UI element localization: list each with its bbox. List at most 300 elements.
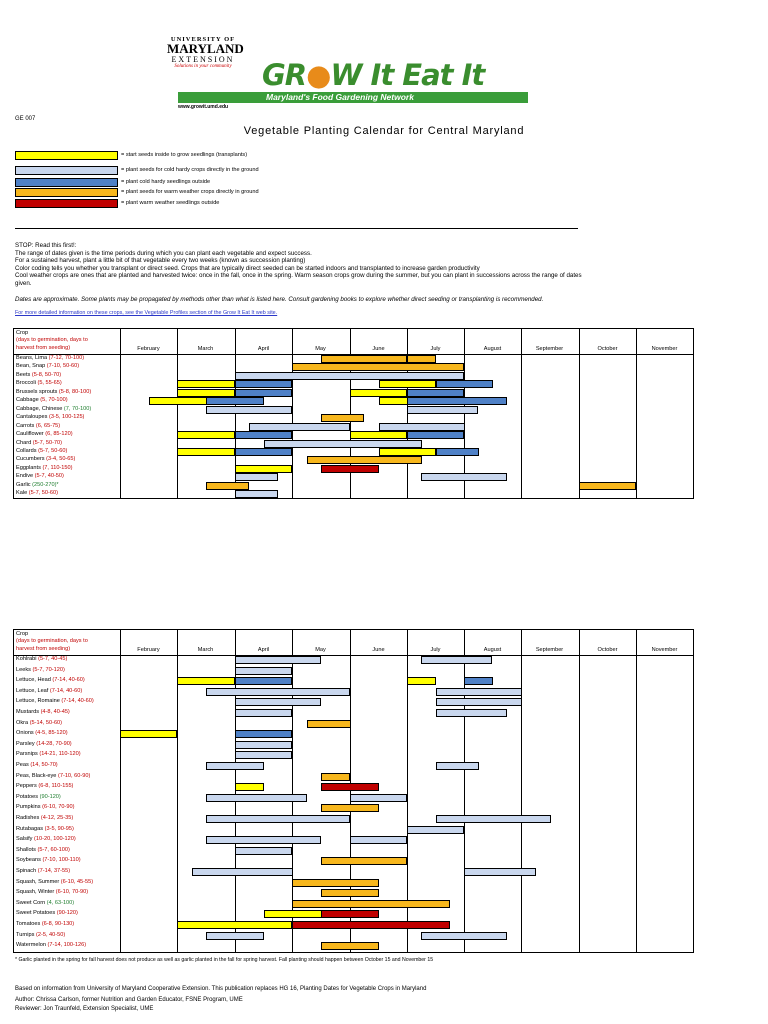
crop-days: (7-14, 40-60)	[52, 677, 85, 684]
crop-label	[16, 656, 67, 662]
crop-label	[16, 815, 73, 821]
planting-bar-orange	[292, 879, 379, 887]
crop-days: (5, 70-100)	[40, 397, 68, 404]
table-bottom-border	[13, 952, 694, 953]
crop-days: (250-270)*	[32, 481, 59, 488]
approx-note: Dates are approximate. Some plants may be propagated by methods other than what is listed here. Consult gardening books to explore whether direct seeding or transplanting is recommended.	[15, 296, 544, 303]
info-line-5: given.	[15, 280, 32, 287]
month-header-november: November	[651, 647, 678, 653]
planting-bar-orange	[292, 900, 450, 908]
planting-bar-light	[235, 490, 278, 498]
crop-name: Parsley	[16, 740, 37, 747]
crop-label	[16, 677, 85, 683]
planting-bar-light	[436, 762, 479, 770]
planting-bar-orange	[206, 482, 249, 490]
crop-label	[16, 389, 91, 395]
umd-extension-logo	[167, 36, 244, 69]
planting-bar-light	[436, 815, 551, 823]
planting-bar-blue	[464, 677, 493, 685]
crop-header-label: Crop	[16, 631, 29, 637]
crop-days: (4-12, 25-35)	[40, 815, 74, 821]
planting-bar-light	[235, 656, 321, 664]
month-divider	[636, 328, 637, 499]
planting-bar-yellow	[177, 677, 235, 685]
planting-bar-blue	[235, 730, 292, 738]
days-header-line2: harvest from seeding)	[16, 344, 71, 351]
crop-name: Chard	[16, 439, 33, 446]
planting-bar-orange	[321, 414, 364, 422]
crop-days: (7-12, 70-100)	[48, 355, 85, 361]
planting-bar-light	[206, 836, 321, 844]
planting-bar-yellow	[177, 921, 292, 929]
stop-heading: STOP: Read this first!:	[15, 242, 77, 249]
author-line: Author: Chrissa Carlson, former Nutrition and Garden Educator, FSNE Program, UME	[15, 997, 243, 1003]
crop-days: (7-14, 40-60)	[49, 687, 83, 694]
crop-label	[16, 440, 62, 446]
crop-label	[16, 688, 82, 694]
planting-bar-light	[206, 762, 264, 770]
grow-logo-part-a: GR	[262, 58, 307, 92]
crop-label	[16, 942, 86, 948]
month-header-june: June	[372, 647, 385, 653]
grow-logo-part-b: W It Eat It	[330, 58, 485, 92]
crop-days: (4, 63-100)	[46, 899, 75, 906]
crop-days: (14-21, 110-120)	[39, 751, 81, 758]
crop-name: Salsify	[16, 836, 35, 843]
month-header-september: September	[535, 346, 564, 352]
crop-label	[16, 826, 74, 832]
umd-logo-line2: MARYLAND	[167, 41, 244, 56]
crop-days: (3-5, 90-95)	[44, 825, 74, 832]
planting-bar-blue	[436, 448, 479, 456]
crop-days: (6-8, 110-155)	[38, 783, 74, 790]
planting-bar-blue	[235, 389, 292, 397]
planting-bar-yellow	[235, 465, 292, 473]
planting-bar-light	[436, 688, 522, 696]
planting-bar-light	[421, 473, 507, 481]
divider	[15, 228, 578, 229]
crop-label	[16, 397, 68, 403]
crop-label	[16, 879, 93, 885]
month-header-july: July	[430, 647, 441, 653]
month-divider	[693, 328, 694, 499]
crop-days: (90-120)	[39, 793, 61, 800]
crop-days: (7-14, 37-55)	[37, 868, 71, 874]
crop-days: (6-8, 90-130)	[41, 921, 75, 927]
planting-bar-light	[464, 868, 536, 876]
crop-column-header	[16, 631, 88, 653]
planting-bar-light	[235, 473, 278, 481]
crop-days: (6, 65-75)	[35, 422, 61, 429]
crop-label	[16, 709, 70, 715]
month-header-august: August	[483, 647, 502, 653]
crop-name: Cabbage	[16, 397, 41, 404]
planting-bar-light	[235, 847, 292, 855]
crop-name: Radishes	[16, 815, 41, 821]
month-header-march: March	[197, 647, 214, 653]
planting-bar-yellow	[149, 397, 207, 405]
grow-logo-o-icon: ●	[306, 58, 331, 92]
crop-name: Parsnips	[16, 751, 40, 758]
crop-label	[16, 698, 94, 704]
info-line-1: The range of dates given is the time periods during which you can plant each vegetable and expect success.	[15, 250, 312, 257]
planting-bar-orange	[579, 482, 636, 490]
planting-bar-blue	[436, 380, 493, 388]
crop-days: (4-5, 85-120)	[35, 730, 68, 737]
crop-label	[16, 423, 60, 429]
planting-bar-red	[292, 921, 450, 929]
month-header-july: July	[430, 346, 441, 352]
crop-name: Garlic	[16, 481, 33, 488]
crop-label	[16, 431, 73, 437]
planting-bar-light	[235, 709, 292, 717]
days-header-line2: harvest from seeding)	[16, 645, 71, 652]
planting-bar-yellow	[350, 431, 407, 439]
planting-bar-light	[407, 826, 464, 834]
planting-bar-blue	[407, 397, 507, 405]
crop-name: Peas	[16, 762, 31, 768]
crop-name: Lettuce, Romaine	[16, 698, 62, 705]
planting-bar-light	[421, 656, 492, 664]
crop-days: (5-8, 80-100)	[58, 388, 92, 395]
crop-name: Kale	[16, 490, 29, 497]
crop-name: Cabbage, Chinese	[16, 405, 64, 412]
crop-days: (14-28, 70-90)	[36, 740, 72, 747]
legend-swatch	[15, 178, 118, 187]
crop-name: Lettuce, Leaf	[16, 687, 50, 694]
crop-label	[16, 773, 90, 779]
crop-name: Rutabagas	[16, 825, 45, 832]
umd-logo-line1: UNIVERSITY OF	[170, 36, 236, 43]
crop-days: (6-10, 45-55)	[60, 878, 94, 885]
planting-bar-red	[321, 910, 379, 918]
crop-days: (4-8, 40-45)	[40, 709, 70, 715]
planting-bar-red	[321, 465, 379, 473]
crop-header-label: Crop	[16, 330, 29, 336]
crop-name: Shallots	[16, 846, 38, 853]
crop-name: Onions	[16, 730, 36, 737]
planting-bar-orange	[307, 456, 422, 464]
crop-days: (5-7, 50-60)	[38, 447, 68, 454]
crop-days: (7-14, 40-60)	[61, 698, 94, 705]
crop-days: (6-10, 70-90)	[42, 804, 75, 811]
planting-bar-yellow	[235, 783, 264, 791]
crop-name: Beets	[16, 371, 32, 378]
month-divider	[292, 328, 293, 499]
crop-label	[16, 794, 61, 800]
crop-label	[16, 456, 75, 462]
month-divider	[579, 328, 580, 499]
legend-text: = plant cold hardy seedlings outside	[121, 179, 211, 185]
crop-name: Cauliflower	[16, 431, 46, 438]
planting-bar-blue	[407, 431, 464, 439]
crop-label	[16, 889, 88, 895]
crop-label	[16, 490, 58, 496]
crop-days: (5-14, 50-60)	[29, 719, 63, 726]
crop-name: Bean, Snap	[16, 363, 47, 370]
month-divider	[120, 629, 121, 953]
crop-label	[16, 720, 62, 726]
planting-bar-light	[379, 423, 465, 431]
month-divider	[521, 629, 522, 953]
crop-days: (5-7, 40-50)	[34, 473, 64, 480]
planting-bar-light	[436, 709, 507, 717]
planting-bar-light	[350, 794, 407, 802]
crop-name: Leeks	[16, 666, 33, 673]
planting-bar-yellow	[177, 389, 235, 397]
legend-swatch	[15, 151, 118, 160]
crop-label	[16, 355, 84, 361]
crop-days: (7-10, 100-110)	[42, 857, 81, 864]
info-line-3: Color coding tells you whether you transplant or direct seed. Crops that are typically direct seeded can be started indoors and transplanted to increase garden productivity	[15, 265, 480, 272]
crop-days: (7-10, 60-90)	[57, 772, 91, 779]
month-divider	[579, 629, 580, 953]
crop-name: Collards	[16, 447, 39, 454]
crop-label	[16, 762, 58, 768]
crop-label	[16, 847, 70, 853]
crop-days: (90-120)	[56, 910, 78, 917]
planting-bar-light	[206, 815, 350, 823]
planting-bar-light	[206, 794, 307, 802]
info-line-4: Cool weather crops are ones that are planted and harvested twice: once in the fall, once in the spring. Warm season crops grow during the summer, but you can plant in successions across the range of dates	[15, 272, 582, 279]
crop-days: (5-8, 50-70)	[31, 371, 62, 378]
planting-bar-orange	[321, 857, 407, 865]
grow-url: www.growit.umd.edu	[178, 104, 229, 110]
crop-name: Potatoes	[16, 793, 40, 800]
crop-name: Sweet Corn	[16, 899, 47, 906]
month-header-june: June	[372, 346, 385, 352]
planting-bar-blue	[235, 431, 292, 439]
crop-label	[16, 783, 73, 789]
crop-label	[16, 363, 79, 369]
month-divider	[120, 328, 121, 499]
crop-days: (10-20, 100-120)	[34, 836, 76, 843]
crop-name: Beans, Lima	[16, 355, 49, 361]
planting-bar-orange	[321, 942, 379, 950]
crop-label	[16, 406, 91, 412]
planting-bar-blue	[235, 380, 292, 388]
planting-bar-yellow	[264, 910, 322, 918]
planting-bar-light	[235, 372, 464, 380]
crop-name: Turnips	[16, 931, 36, 938]
planting-bar-yellow	[120, 730, 177, 738]
table-left-border	[13, 328, 14, 498]
planting-bar-orange	[321, 804, 379, 812]
crop-label	[16, 667, 65, 673]
planting-bar-blue	[235, 677, 292, 685]
legend-swatch	[15, 199, 118, 208]
crop-label	[16, 836, 76, 842]
grow-it-eat-it-logo	[262, 60, 484, 90]
crop-days: (7, 110-150)	[42, 464, 73, 471]
crop-name: Okra	[16, 719, 30, 726]
umd-logo-line3: EXTENSION	[171, 55, 235, 64]
month-header-march: March	[197, 346, 214, 352]
planting-bar-yellow	[350, 389, 407, 397]
crop-days: (5-7, 70-120)	[32, 666, 65, 673]
crop-name: Eggplants	[16, 464, 43, 471]
table-left-border	[13, 629, 14, 952]
planting-bar-light	[235, 741, 292, 749]
crop-name: Mustards	[16, 709, 41, 715]
crop-label	[16, 465, 73, 471]
planting-bar-light	[436, 698, 522, 706]
crop-name: Soybeans	[16, 857, 43, 864]
planting-bar-yellow	[177, 431, 235, 439]
month-header-february: February	[137, 647, 160, 653]
vegetable-profiles-link[interactable]: For more detailed information on these crops, see the Vegetable Profiles section of the Grow It Eat It web site.	[15, 310, 278, 316]
days-header-line1: (days to germination, days to	[16, 638, 88, 645]
planting-bar-light	[249, 423, 350, 431]
planting-bar-blue	[407, 389, 464, 397]
month-header-april: April	[257, 346, 270, 352]
crop-name: Peppers	[16, 783, 39, 790]
planting-bar-yellow	[379, 448, 436, 456]
crop-days: (5-7, 50-70)	[32, 439, 63, 446]
crop-days: (5, 55-65)	[37, 380, 62, 387]
planting-bar-orange	[292, 363, 464, 371]
crop-name: Sweet Potatoes	[16, 910, 57, 917]
crop-name: Lettuce, Head	[16, 677, 53, 684]
legend-text: = start seeds inside to grow seedlings (transplants)	[121, 152, 248, 158]
garlic-footnote: * Garlic planted in the spring for fall harvest does not produce as well as garlic planted in the fall for spring harvest. Fall planting should happen between October 15 and November 15	[15, 957, 434, 963]
month-header-november: November	[651, 346, 678, 352]
planting-bar-blue	[235, 448, 292, 456]
crop-days: (14, 50-70)	[30, 762, 58, 768]
crop-days: (6-10, 70-90)	[55, 889, 89, 896]
crop-label	[16, 921, 74, 927]
crop-label	[16, 857, 81, 863]
umd-logo-tagline: Solutions in your community	[174, 64, 232, 69]
crop-label	[16, 414, 84, 420]
month-header-may: May	[315, 346, 326, 352]
planting-bar-yellow	[379, 397, 408, 405]
based-on-note: Based on information from University of Maryland Cooperative Extension. This publication replaces HG 16, Planting Dates for Vegetable Crops in Maryland	[15, 986, 427, 992]
crop-days: (7, 70-100)	[63, 405, 92, 412]
planting-bar-light	[206, 406, 292, 414]
info-line-2: For a sustained harvest, plant a little bit of that vegetable every two weeks (known as succession planting)	[15, 257, 306, 264]
crop-name: Squash, Summer	[16, 878, 61, 885]
crop-label	[16, 473, 64, 479]
crop-label	[16, 868, 70, 874]
days-header-line1: (days to germination, days to	[16, 337, 88, 344]
month-header-october: October	[597, 346, 618, 352]
crop-label	[16, 372, 61, 378]
legend-text: = plant seeds for warm weather crops directly in ground	[121, 189, 259, 195]
table-top-border	[13, 629, 694, 630]
crop-label	[16, 741, 72, 747]
crop-days: (7-14, 100-126)	[47, 942, 87, 949]
month-divider	[521, 328, 522, 499]
legend-text: = plant warm weather seedlings outside	[121, 200, 220, 206]
month-divider	[177, 328, 178, 499]
planting-bar-blue	[206, 397, 264, 405]
crop-label	[16, 448, 67, 454]
planting-bar-yellow	[177, 448, 235, 456]
planting-bar-orange	[321, 773, 350, 781]
crop-days: (5-7, 40-45)	[38, 656, 68, 662]
grow-logo-subtitle: Maryland's Food Gardening Network	[266, 92, 414, 102]
month-header-september: September	[535, 647, 564, 653]
planting-bar-orange	[307, 720, 351, 728]
crop-days: (5-7, 60-100)	[37, 846, 70, 853]
planting-bar-light	[206, 688, 350, 696]
crop-name: Peas, Black-eye	[16, 772, 58, 779]
crop-days: (3-4, 50-65)	[46, 456, 76, 463]
legend-swatch	[15, 188, 118, 197]
crop-name: Kohlrabi	[16, 656, 39, 662]
document-number: GE 007	[15, 116, 36, 122]
month-divider	[693, 629, 694, 953]
month-divider	[636, 629, 637, 953]
crop-days: (6, 85-120)	[45, 431, 73, 438]
crop-days: (3-5, 100-125)	[48, 414, 85, 421]
crop-days: (7-10, 50-60)	[46, 363, 80, 370]
crop-days: (5-7, 50-60)	[28, 490, 58, 497]
month-header-february: February	[137, 346, 160, 352]
crop-label	[16, 804, 74, 810]
crop-label	[16, 932, 65, 938]
legend-swatch	[15, 166, 118, 175]
crop-name: Brussels sprouts	[16, 388, 59, 395]
crop-name: Cucumbers	[16, 456, 47, 463]
planting-bar-light	[235, 698, 321, 706]
table-header-border	[13, 655, 694, 656]
planting-bar-yellow	[379, 380, 436, 388]
planting-bar-light	[235, 667, 292, 675]
crop-name: Tomatoes	[16, 921, 42, 927]
crop-days: (2-5, 40-50)	[36, 931, 66, 938]
planting-bar-orange	[321, 889, 379, 897]
crop-label	[16, 751, 81, 757]
planting-bar-light	[350, 836, 407, 844]
planting-bar-light	[421, 932, 507, 940]
crop-name: Broccoli	[16, 380, 38, 387]
planting-bar-red	[321, 783, 379, 791]
month-header-october: October	[597, 647, 618, 653]
crop-label	[16, 380, 62, 386]
month-header-may: May	[315, 647, 326, 653]
reviewer-line: Reviewer: Jon Traunfeld, Extension Specialist, UME	[15, 1006, 154, 1012]
planting-bar-orange	[407, 355, 436, 363]
crop-label	[16, 482, 59, 488]
planting-bar-light	[264, 440, 422, 448]
crop-label	[16, 900, 74, 906]
planting-bar-light	[206, 932, 264, 940]
planting-bar-light	[235, 751, 292, 759]
planting-bar-light	[192, 868, 293, 876]
planting-bar-yellow	[407, 677, 436, 685]
crop-name: Spinach	[16, 868, 38, 874]
table-top-border	[13, 328, 694, 329]
crop-label	[16, 910, 78, 916]
grow-logo-banner	[178, 92, 528, 103]
planting-bar-orange	[321, 355, 407, 363]
crop-column-header	[16, 330, 88, 352]
crop-name: Pumpkins	[16, 804, 43, 811]
planting-bar-yellow	[177, 380, 235, 388]
crop-name: Endive	[16, 473, 35, 480]
month-header-april: April	[257, 647, 270, 653]
crop-name: Cantaloupes	[16, 414, 49, 421]
page-title: Vegetable Planting Calendar for Central Maryland	[243, 125, 525, 137]
table-bottom-border	[13, 498, 694, 499]
planting-bar-light	[407, 406, 478, 414]
crop-name: Watermelon	[16, 942, 48, 949]
crop-name: Squash, Winter	[16, 889, 56, 896]
crop-name: Carrots	[16, 422, 36, 429]
month-header-august: August	[483, 346, 502, 352]
